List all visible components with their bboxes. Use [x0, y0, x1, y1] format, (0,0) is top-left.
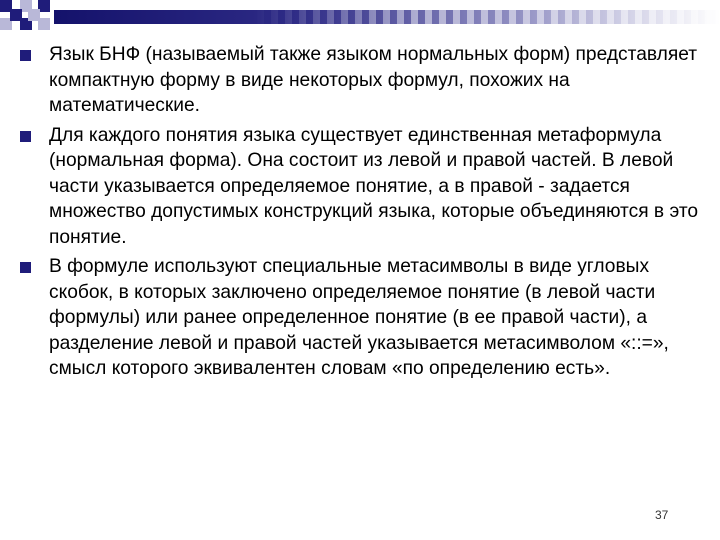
bullet-item	[20, 254, 710, 382]
square-bullet-icon	[20, 131, 31, 142]
page-number: 37	[655, 508, 669, 522]
bullet-item	[20, 42, 710, 119]
header-checker-pattern	[54, 10, 720, 24]
bullet-list	[20, 42, 710, 386]
bullet-text: Для каждого понятия языка существует единственная метаформула (нормальная форма). Она состоит из левой и правой частей. В левой части указывается определяемое понятие, а в правой - задается множество допустимых конструкций языка, которые объединяются в это понятие.	[49, 124, 699, 248]
corner-squares-decoration	[0, 0, 60, 40]
square-bullet-icon	[20, 262, 31, 273]
deco-square	[28, 9, 40, 21]
bullet-text: Язык БНФ (называемый также языком нормальных форм) представляет компактную форму в виде некоторых формул, похожих на математические.	[49, 44, 698, 116]
bullet-text: В формуле используют специальные метасимволы в виде угловых скобок, в которых заключено определяемое понятие (в левой части формулы) или ранее определенное понятие (в ее правой части), а разделение левой и правой частей указывается метасимволом «::=», смысл которого эквивалентен словам «по определению есть».	[49, 256, 669, 379]
bullet-item	[20, 123, 710, 251]
deco-square	[10, 9, 22, 21]
square-bullet-icon	[20, 50, 31, 61]
